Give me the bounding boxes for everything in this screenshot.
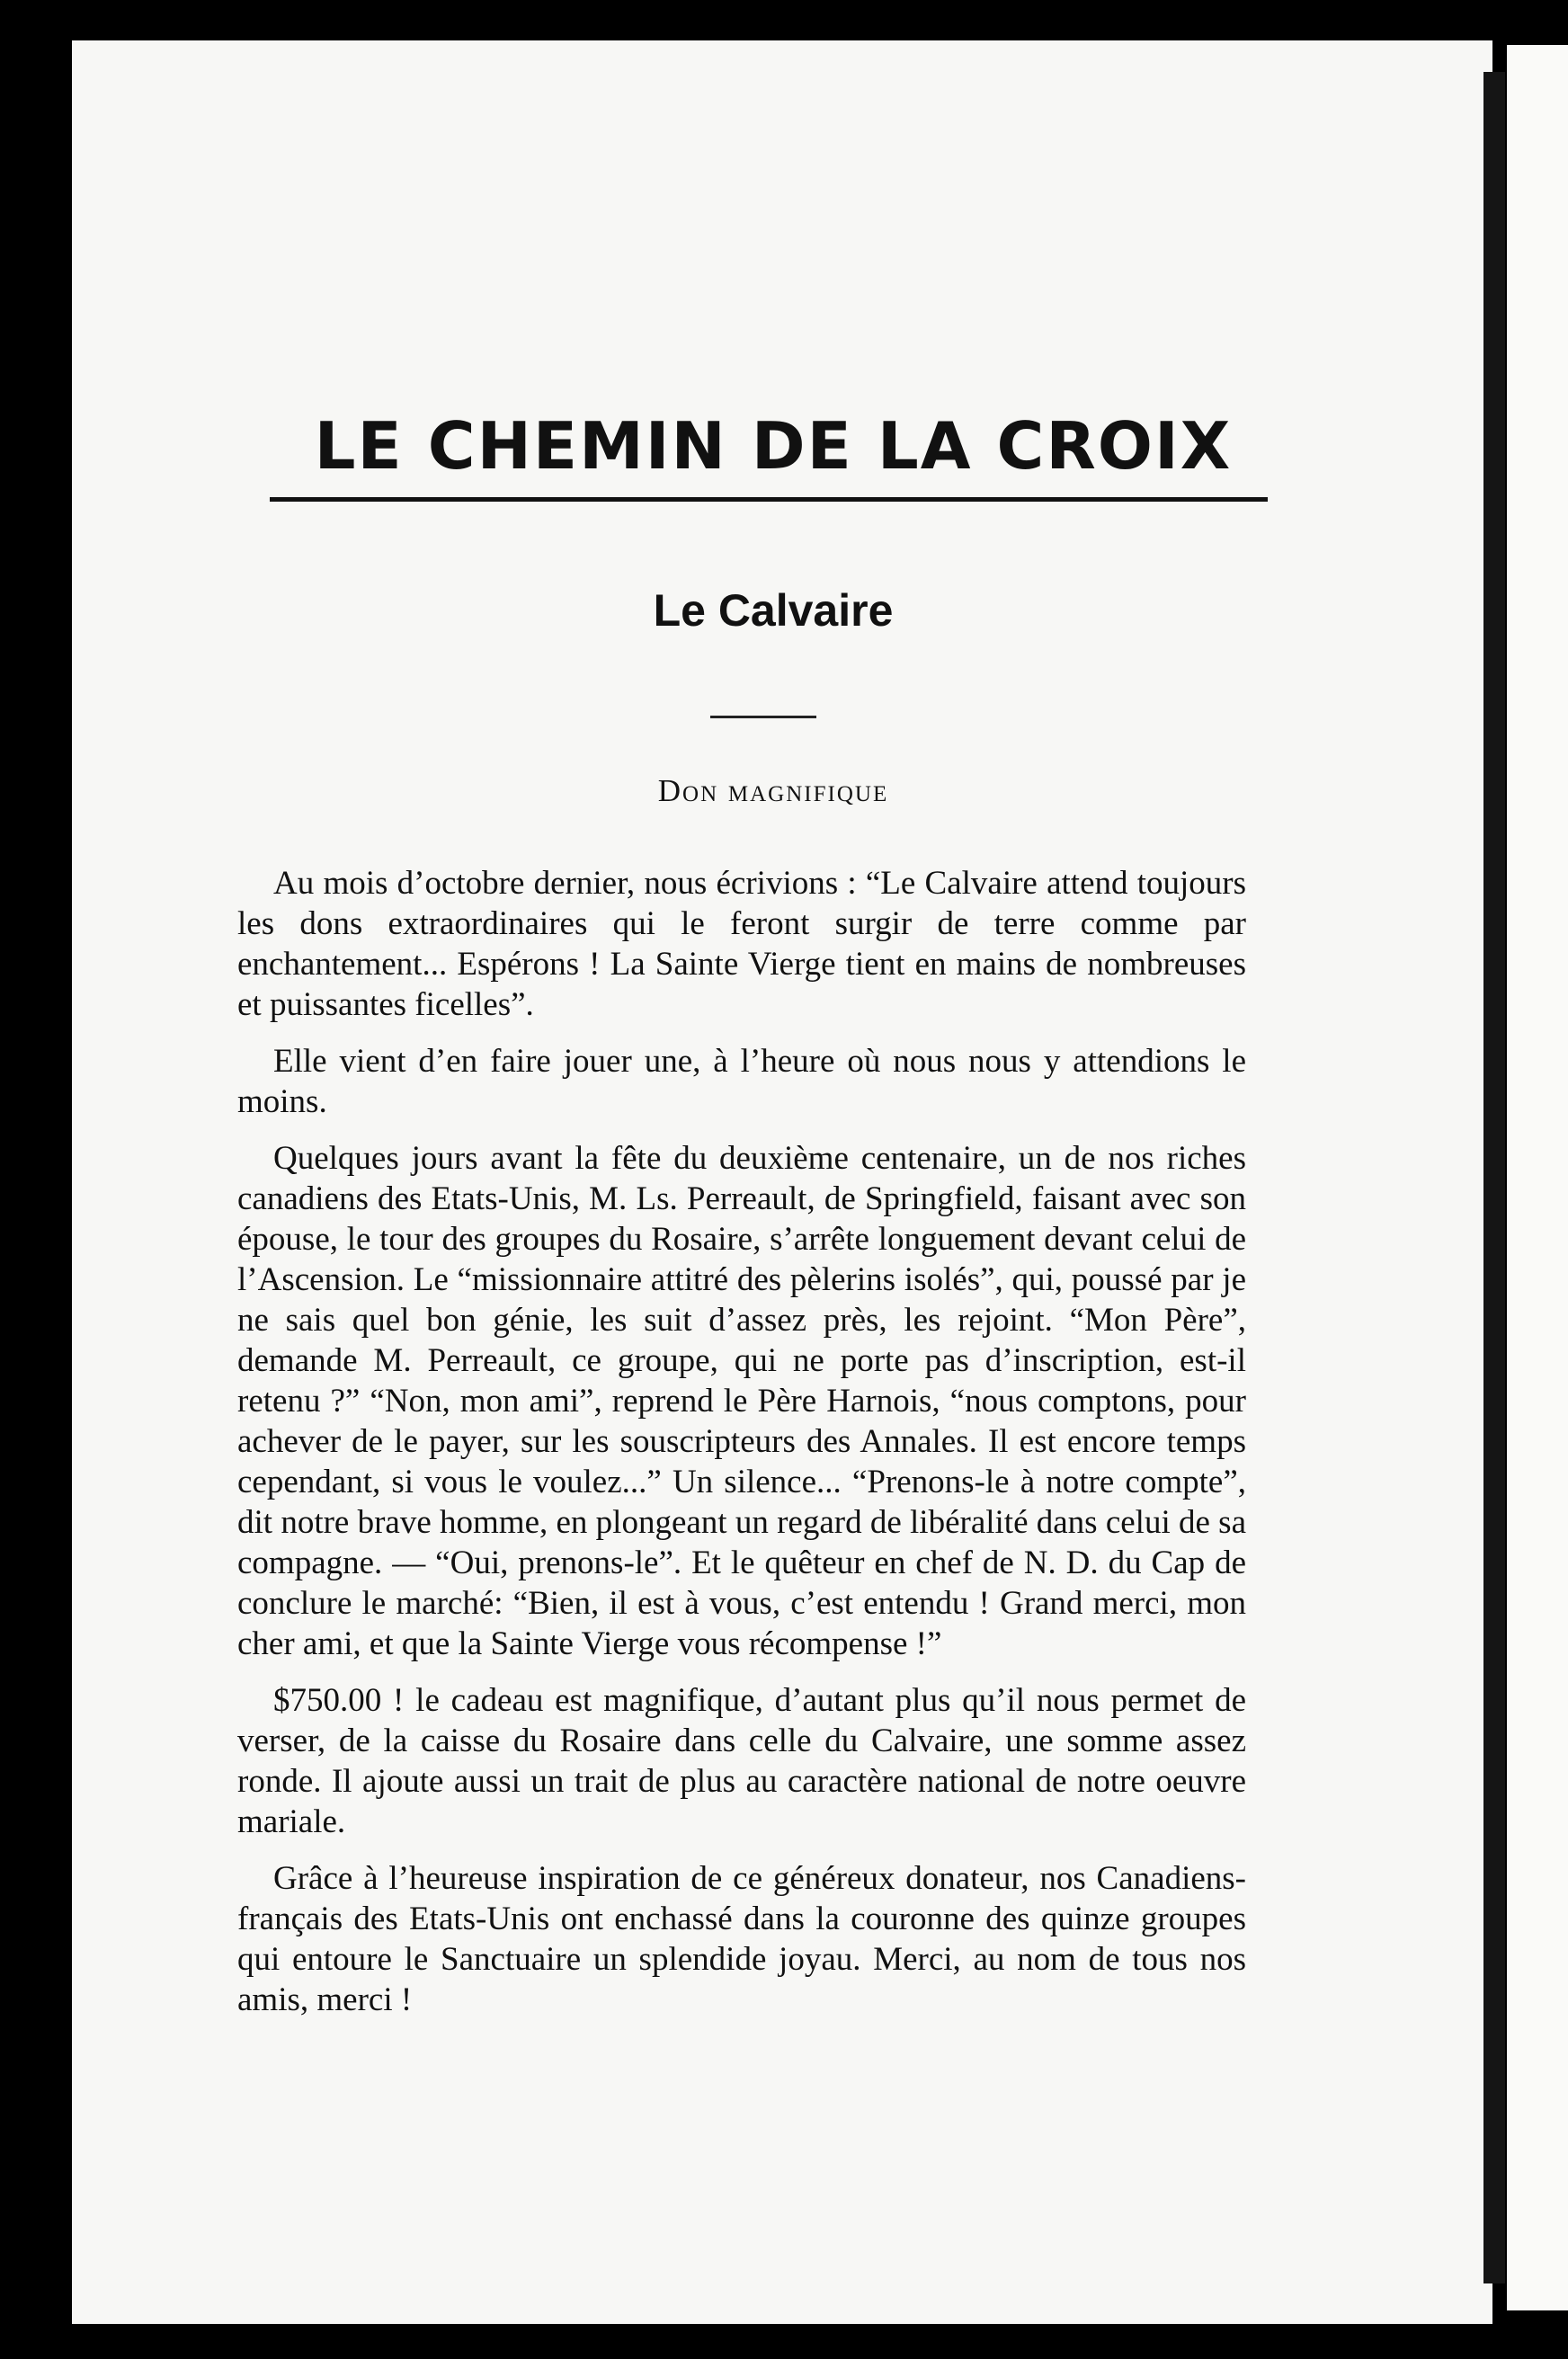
article-body [237,863,1246,2036]
page-title: LE CHEMIN DE LA CROIX [314,408,1233,484]
page-subtitle: Le Calvaire [653,585,894,636]
paragraph: $750.00 ! le cadeau est magnifique, d’autant plus qu’il nous permet de verser, de la caisse du Rosaire dans celle du Calvaire, une somme assez ronde. Il ajoute aussi un trait de plus au caractère national de notre oeuvre mariale. [237,1682,1246,1840]
paragraph: Elle vient d’en faire jouer une, à l’heure où nous nous y attendions le moins. [237,1043,1246,1120]
paragraph: Quelques jours avant la fête du deuxième centenaire, un de nos riches canadiens des Etats-Unis, M. Ls. Perreault, de Springfield, faisant avec son épouse, le tour des groupes du Rosaire, s’arrête longuement devant celui de l’Ascension. Le “missionnaire attitré des pèlerins isolés”, qui, poussé par je ne sais quel bon génie, les suit d’assez près, les rejoint. “Mon Père”, demande M. Perreault, ce groupe, qui ne porte pas d’inscription, est-il retenu ?” “Non, mon ami”, reprend le Père Harnois, “nous comptons, pour achever de le payer, sur les souscripteurs des Annales. Il est encore temps cependant, si vous le voulez...” Un silence... “Prenons-le à notre compte”, dit notre brave homme, en plongeant un regard de libéralité dans celui de sa compagne. — “Oui, prenons-le”. Et le quêteur en chef de N. D. du Cap de conclure le marché: “Bien, il est à vous, c’est entendu ! Grand merci, mon cher ami, et que la Sainte Vierge vous récompense !” [237,1140,1246,1662]
binding-shadow [1483,72,1505,2283]
facing-page-edge [1507,45,1568,2310]
title-underline [270,497,1268,502]
paragraph: Grâce à l’heureuse inspiration de ce généreux donateur, nos Canadiens-français des Etats-Unis ont enchassé dans la couronne des quinze groupes qui entoure le Sanctuaire un splendide joyau. Merci, au nom de tous nos amis, merci ! [237,1860,1246,2018]
section-heading: Don magnifique [657,773,889,808]
paragraph: Au mois d’octobre dernier, nous écrivions : “Le Calvaire attend toujours les dons extraordinaires qui le feront surgir de terre comme par enchantement... Espérons ! La Sainte Vierge tient en mains de nombreuses et puissantes ficelles”. [237,865,1246,1023]
section-divider [710,716,816,718]
